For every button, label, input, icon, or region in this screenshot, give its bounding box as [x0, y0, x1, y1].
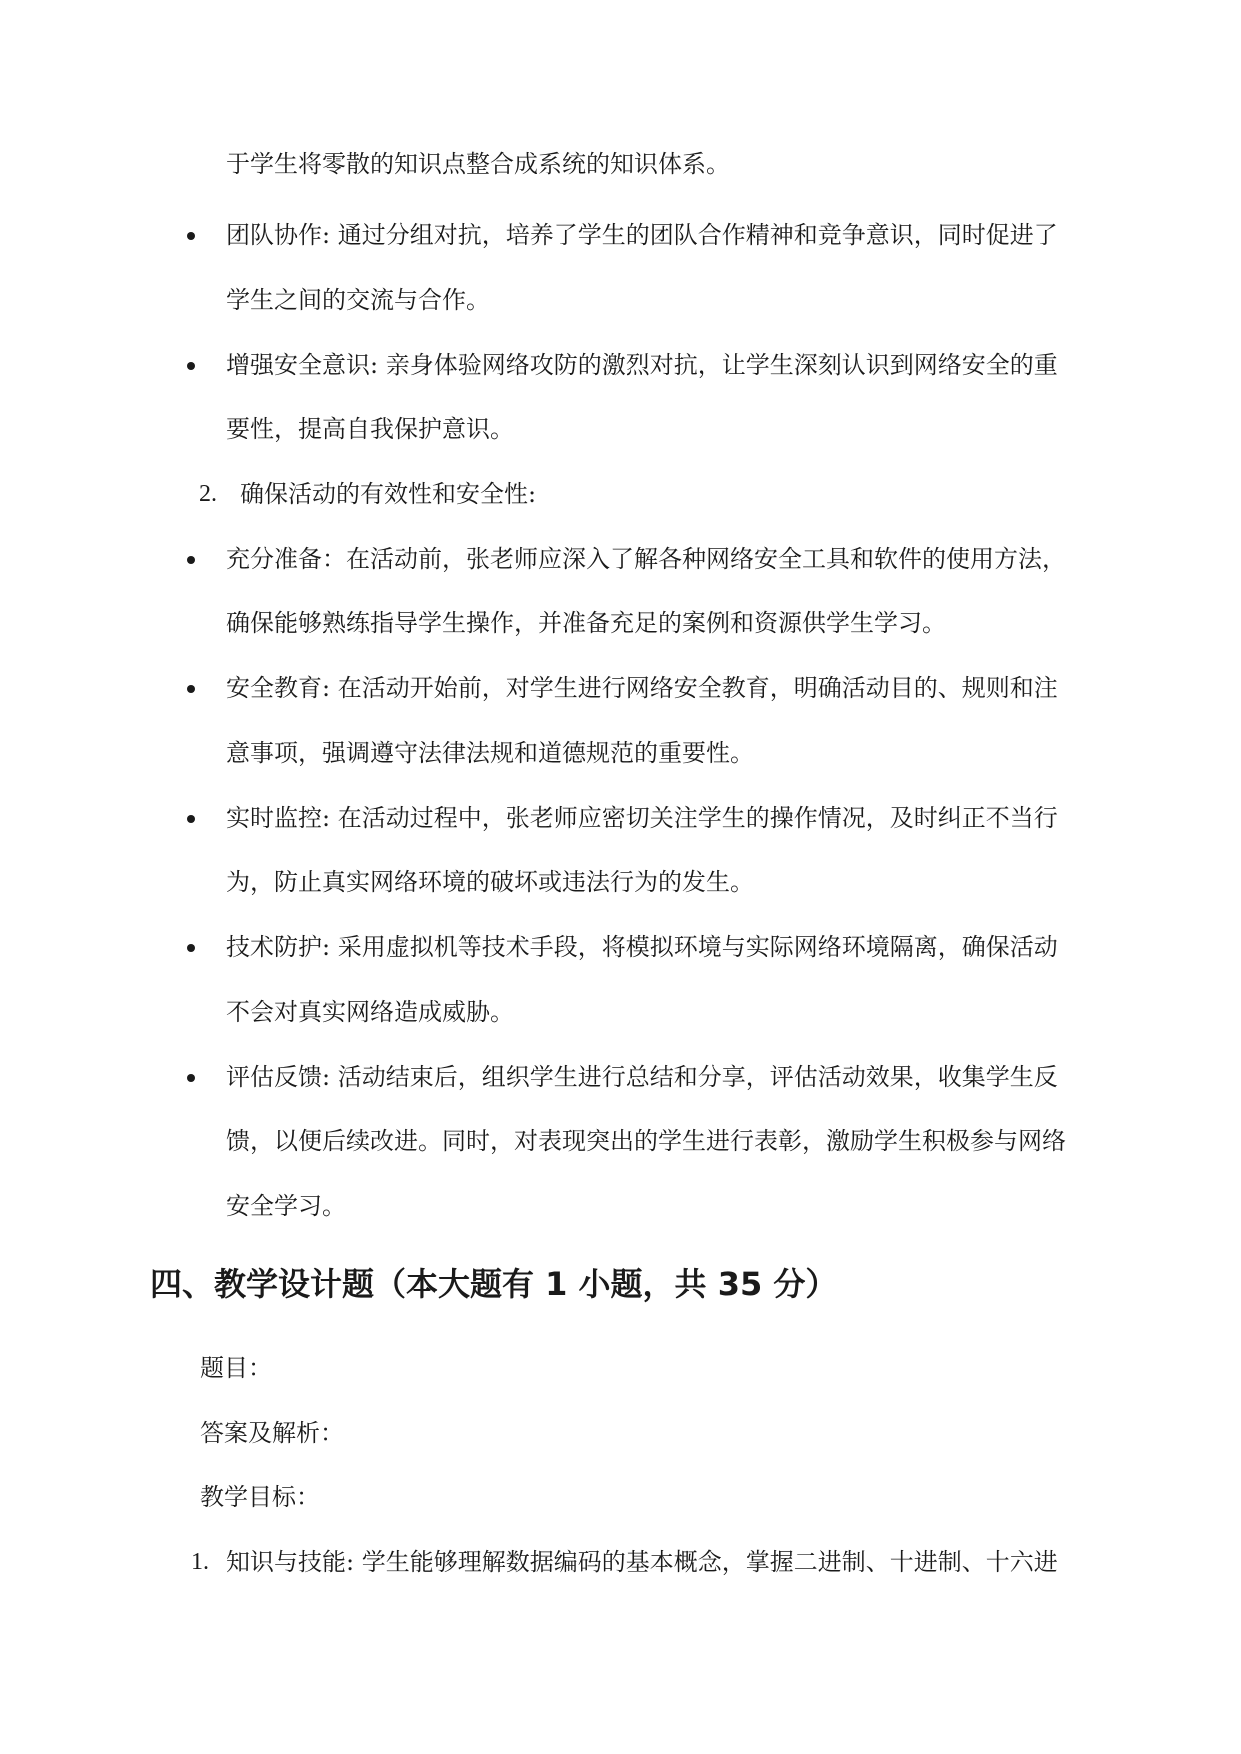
list-number: 2.	[199, 481, 217, 507]
list-number: 1.	[191, 1549, 209, 1575]
bullet-education-line2: 意事项，强调遵守法律法规和道德规范的重要性。	[226, 739, 754, 767]
bullet-team-line1: 团队协作: 通过分组对抗，培养了学生的团队合作精神和竞争意识，同时促进了	[226, 221, 1058, 249]
bullet-dot-icon	[187, 232, 195, 240]
bullet-monitor-line2: 为，防止真实网络环境的破坏或违法行为的发生。	[226, 868, 754, 896]
question-label: 题目：	[200, 1354, 272, 1382]
paragraph-continuation: 于学生将零散的知识点整合成系统的知识体系。	[226, 150, 730, 178]
objectives-label: 教学目标：	[200, 1483, 320, 1511]
bullet-dot-icon	[187, 685, 195, 693]
bullet-education-line1: 安全教育: 在活动开始前，对学生进行网络安全教育，明确活动目的、规则和注	[226, 674, 1058, 702]
bullet-feedback-line2: 馈，以便后续改进。同时，对表现突出的学生进行表彰，激励学生积极参与网络	[226, 1127, 1066, 1155]
section-heading: 四、教学设计题（本大题有 1 小题，共 35 分）	[150, 1265, 838, 1303]
bullet-feedback-line3: 安全学习。	[226, 1192, 346, 1220]
bullet-security-line1: 增强安全意识: 亲身体验网络攻防的激烈对抗，让学生深刻认识到网络安全的重	[226, 351, 1058, 379]
objective-text: 知识与技能: 学生能够理解数据编码的基本概念，掌握二进制、十进制、十六进	[226, 1548, 1058, 1576]
bullet-security-line2: 要性，提高自我保护意识。	[226, 415, 514, 443]
bullet-feedback-line1: 评估反馈: 活动结束后，组织学生进行总结和分享，评估活动效果，收集学生反	[226, 1063, 1058, 1091]
bullet-dot-icon	[187, 362, 195, 370]
bullet-prepare-line1: 充分准备：在活动前，张老师应深入了解各种网络安全工具和软件的使用方法，	[226, 545, 1066, 573]
bullet-dot-icon	[187, 944, 195, 952]
bullet-tech-line2: 不会对真实网络造成威胁。	[226, 998, 514, 1026]
answer-label: 答案及解析：	[200, 1419, 344, 1447]
bullet-prepare-line2: 确保能够熟练指导学生操作，并准备充足的案例和资源供学生学习。	[226, 609, 946, 637]
bullet-monitor-line1: 实时监控: 在活动过程中，张老师应密切关注学生的操作情况，及时纠正不当行	[226, 804, 1058, 832]
list-item-text: 确保活动的有效性和安全性:	[240, 480, 537, 508]
bullet-dot-icon	[187, 1074, 195, 1082]
bullet-dot-icon	[187, 815, 195, 823]
bullet-dot-icon	[187, 556, 195, 564]
bullet-tech-line1: 技术防护: 采用虚拟机等技术手段，将模拟环境与实际网络环境隔离，确保活动	[226, 933, 1058, 961]
bullet-team-line2: 学生之间的交流与合作。	[226, 286, 490, 314]
